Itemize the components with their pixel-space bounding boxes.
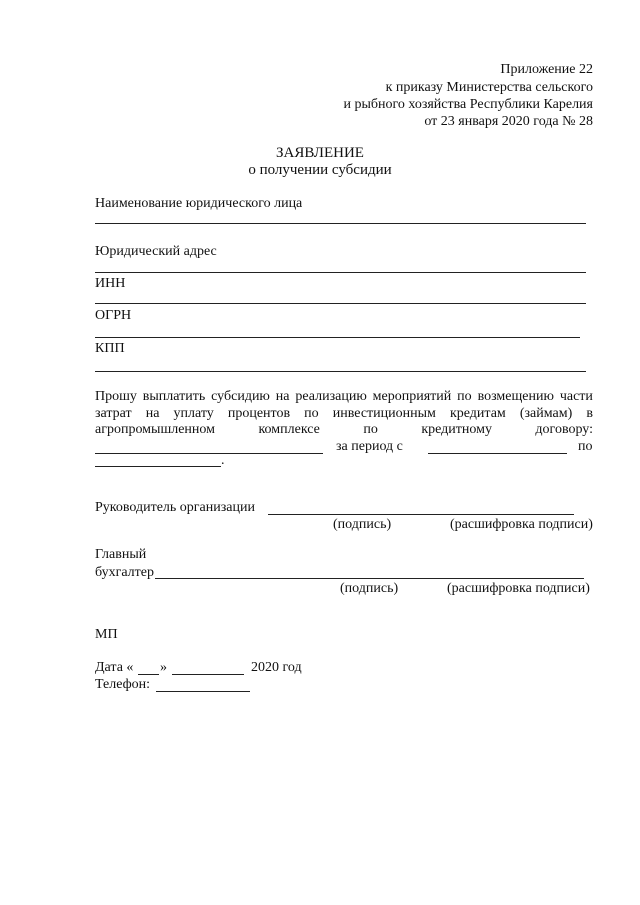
chief-label-line-1: Главный bbox=[95, 547, 147, 562]
head-decoding-caption: (расшифровка подписи) bbox=[450, 517, 593, 532]
date-year: 2020 год bbox=[251, 660, 302, 675]
inn-field[interactable] bbox=[95, 303, 586, 304]
order-date: от 23 января 2020 года № 28 bbox=[424, 114, 593, 129]
head-signature-field[interactable] bbox=[268, 514, 574, 515]
request-line-3: агропромышленном комплексе по кредитному договору: bbox=[95, 422, 593, 437]
head-signature-caption: (подпись) bbox=[333, 517, 392, 532]
chief-signature-caption: (подпись) bbox=[340, 581, 399, 596]
document-subtitle: о получении субсидии bbox=[248, 162, 392, 178]
legal-name-field[interactable] bbox=[95, 223, 586, 224]
chief-decoding-caption: (расшифровка подписи) bbox=[447, 581, 590, 596]
stamp-placeholder: МП bbox=[95, 627, 118, 642]
chief-label-line-2: бухгалтер bbox=[95, 565, 154, 580]
ogrn-field[interactable] bbox=[95, 337, 580, 338]
phone-label: Телефон: bbox=[95, 677, 151, 692]
legal-address-field[interactable] bbox=[95, 272, 586, 273]
period-start-field[interactable] bbox=[428, 453, 567, 454]
ministry-name: и рыбного хозяйства Республики Карелия bbox=[343, 97, 593, 112]
request-line-1: Прошу выплатить субсидию на реализацию мероприятий по возмещению части bbox=[95, 389, 593, 404]
order-reference: к приказу Министерства сельского bbox=[385, 80, 593, 95]
legal-address-label: Юридический адрес bbox=[95, 244, 217, 259]
legal-name-label: Наименование юридического лица bbox=[95, 196, 303, 211]
kpp-field[interactable] bbox=[95, 371, 586, 372]
request-line-2: затрат на уплату процентов по инвестиционным кредитам (займам) в bbox=[95, 406, 593, 421]
inn-label: ИНН bbox=[95, 276, 126, 291]
period-to-label: по bbox=[578, 439, 593, 454]
phone-field[interactable] bbox=[156, 691, 250, 692]
contract-number-field[interactable] bbox=[95, 453, 323, 454]
date-month-field[interactable] bbox=[172, 674, 244, 675]
head-label: Руководитель организации bbox=[95, 500, 255, 515]
period-end-dot: . bbox=[221, 453, 225, 468]
period-prefix: за период с bbox=[336, 439, 403, 454]
document-title: ЗАЯВЛЕНИЕ bbox=[276, 145, 364, 161]
annex-number: Приложение 22 bbox=[500, 62, 593, 77]
ogrn-label: ОГРН bbox=[95, 308, 132, 323]
chief-signature-field[interactable] bbox=[155, 578, 584, 579]
kpp-label: КПП bbox=[95, 341, 125, 356]
date-prefix: Дата « bbox=[95, 660, 134, 675]
date-day-field[interactable] bbox=[138, 674, 159, 675]
date-mid: » bbox=[160, 660, 167, 675]
period-end-field[interactable] bbox=[95, 466, 221, 467]
